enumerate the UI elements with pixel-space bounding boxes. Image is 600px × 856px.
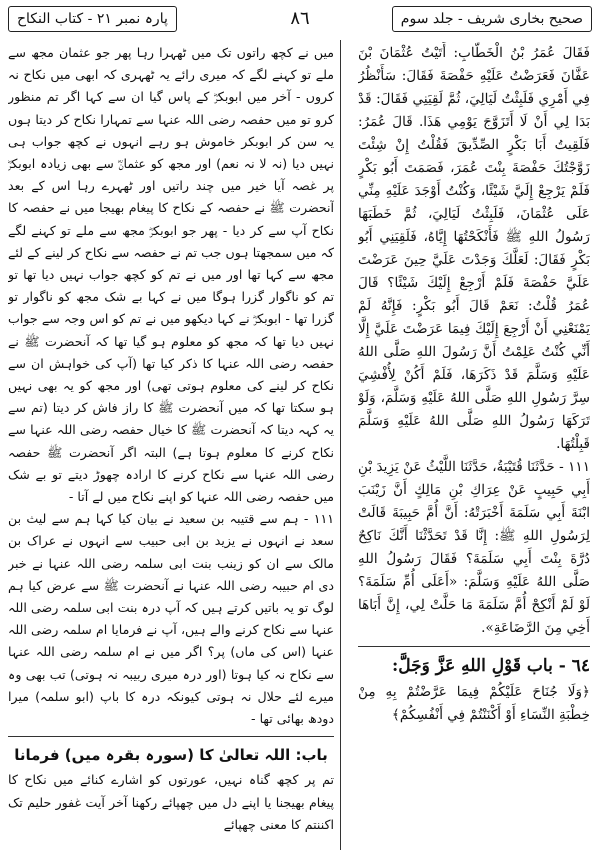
arabic-hadith-text: ١١١ - حَدَّثَنَا قُتَيْبَةُ، حَدَّثَنَا اللَّيْثُ عَنْ يَزِيدَ بْنِ أَبِي حَبِيبٍ عَنْ عِرَاكِ بْنِ مَالِكٍ أَنَّ زَيْنَبَ ابْنَةَ أَبِي سَلَمَةَ أَخْبَرَتْهُ: أَنَّ أُمَّ حَبِيبَةَ قَالَتْ لِرَسُولِ اللهِ ﷺ: إِنَّا قَدْ تَحَدَّثْنَا أَنَّكَ نَاكِحٌ دُرَّةَ بِنْتَ أَبِي سَلَمَةَ؟ فَقَالَ رَسُولُ اللهِ صَلَّى اللهُ عَلَيْهِ وَسَلَّمَ: «أَعَلَى أُمِّ سَلَمَةَ؟ لَوْ لَمْ أَنْكِحْ أُمَّ سَلَمَةَ مَا حَلَّتْ لِي، إِنَّ أَبَاهَا أَخِي مِنَ الرَّضَاعَةِ». (358, 459, 590, 636)
section-title-box: پارہ نمبر ۲۱ - کتاب النکاح (8, 6, 177, 32)
page-header (8, 6, 592, 34)
urdu-chapter-title: باب: اللہ تعالیٰ کا (سورہ بقرہ میں) فرمانا (14, 746, 328, 765)
column-divider (340, 40, 341, 850)
arabic-chapter-title: ٦٤ - باب قَوْلِ اللهِ عَزَّ وَجَلَّ: (391, 656, 590, 676)
book-title-box: صحیح بخاری شریف - جلد سوم (392, 6, 592, 32)
urdu-chapter-text: تم پر کچھ گناہ نہیں، عورتوں کو اشارے کنائے میں نکاح کا پیغام بھیجنا یا اپنے دل میں چھپائے رکھنا آخر آیت غفور حلیم تک اکننتم کا معنی چھپائے (8, 772, 334, 832)
arabic-hadith-text: فَقَالَ عُمَرُ بْنُ الْخَطَّابِ: أَتَيْتُ عُثْمَانَ بْنَ عَفَّانَ فَعَرَضْتُ عَلَيْهِ حَفْصَةَ فَقَالَ: سَأَنْظُرُ فِي أَمْرِي فَلَبِثْتُ لَيَالِيَ، ثُمَّ لَقِيَنِي فَقَالَ: قَدْ بَدَا لِي أَنْ لَا أَتَزَوَّجَ يَوْمِي هَذَا. قَالَ عُمَرُ: فَلَقِيتُ أَبَا بَكْرٍ الصِّدِّيقَ فَقُلْتُ إِنْ شِئْتَ زَوَّجْتُكَ حَفْصَةَ بِنْتَ عُمَرَ، فَصَمَتَ أَبُو بَكْرٍ فَلَمْ يَرْجِعْ إِلَيَّ شَيْئًا، وَكُنْتُ أَوْجَدَ عَلَيْهِ مِنِّي عَلَى عُثْمَانَ، فَلَبِثْتُ لَيَالِيَ، ثُمَّ خَطَبَهَا رَسُولُ اللهِ ﷺ فَأَنْكَحْتُهَا إِيَّاهُ، فَلَقِيَنِي أَبُو بَكْرٍ فَقَالَ: لَعَلَّكَ وَجَدْتَ عَلَيَّ حِينَ عَرَضْتَ عَلَيَّ حَفْصَةَ فَلَمْ أَرْجِعْ إِلَيْكَ شَيْئًا؟ قَالَ عُمَرُ قُلْتُ: نَعَمْ قَالَ أَبُو بَكْرٍ: فَإِنَّهُ لَمْ يَمْنَعْنِي أَنْ أَرْجِعَ إِلَيْكَ فِيمَا عَرَضْتَ عَلَيَّ إِلَّا أَنِّي كُنْتُ عَلِمْتُ أَنَّ رَسُولَ اللهِ صَلَّى اللهُ عَلَيْهِ وَسَلَّمَ قَدْ ذَكَرَهَا، فَلَمْ أَكُنْ لِأُفْشِيَ سِرَّ رَسُولِ اللهِ صَلَّى اللهُ عَلَيْهِ وَسَلَّمَ، وَلَوْ تَرَكَهَا رَسُولُ اللهِ صَلَّى اللهُ عَلَيْهِ وَسَلَّمَ قَبِلْتُهَا. (358, 45, 590, 452)
urdu-translation-column (8, 42, 334, 848)
arabic-quran-verse: ﴿وَلَا جُنَاحَ عَلَيْكُمْ فِيمَا عَرَّضْتُمْ بِهِ مِنْ خِطْبَةِ النِّسَاءِ أَوْ أَكْنَنْتُمْ فِي أَنْفُسِكُمْ﴾ (358, 684, 590, 723)
section-separator (8, 736, 334, 737)
arabic-text-column (358, 42, 590, 848)
page-number: ٨٦ (290, 8, 310, 29)
urdu-translation-text: ۱۱۱ - ہم سے قتیبہ بن سعید نے بیان کیا کہا ہم سے لیث بن سعد نے انہوں نے یزید بن ابی حبیب سے انہوں نے عراک بن مالک سے ان کو زینب بنت ابی سلمہ رضی اللہ عنہا نے خبر دی ام حبیبہ رضی اللہ عنہا نے آنحضرت ﷺ سے عرض کیا ہم لوگ تو یہ باتیں کرتے ہیں کہ آپ درہ بنت ابی سلمہ رضی اللہ عنہا سے نکاح کرنے والے ہیں، آپ نے فرمایا ام سلمہ رضی اللہ عنہا (اس کی ماں) پر؟ اگر میں نے ام سلمہ رضی اللہ عنہا سے نکاح نہ کیا ہوتا (اور درہ میری ربیبہ نہ ہوتی) تب بھی وہ میرے لئے حلال نہ ہوتی کیونکہ درہ کا باپ (ابو سلمہ) میرا دودھ بھائی تھا - (8, 511, 334, 727)
urdu-translation-text: میں نے کچھ راتوں تک میں ٹھہرا رہا پھر جو عثمان مجھ سے ملے تو کہنے لگے کہ میری رائے یہ ٹھہری کہ ابھی میں نکاح نہ کروں - آخر میں ابوبکرؓ کے پاس گیا ان سے کہا اگر تم منظور کرو تو میں حفصہ رضی اللہ عنہا سے تمہارا نکاح کر دیتا ہوں یہ سن کر ابوبکر خاموش ہو رہے انہوں نے کچھ جواب ہی نہیں دیا (نہ لا نہ نعم) اور مجھ کو عثمانؓ سے بھی زیادہ ابوبکرؓ پر غصہ آیا خیر میں چند راتیں اور ٹھہرے رہا اس کے بعد آنحضرت ﷺ نے حفصہ کے نکاح کا پیغام بھیجا میں نے حفصہ کا نکاح آپ سے کر دیا - پھر جو ابوبکرؓ مجھ سے ملے تو کہنے لگے کہ میں سمجھتا ہوں جب تم نے حفصہ سے نکاح کر لینے کے لئے مجھ سے کہا تھا اور میں نے تم کو کچھ جواب نہیں دیا تھا تو تم کو ناگوار گزرا ہوگا میں نے کہا بے شک مجھ کو ناگوار تو گزرا تھا - ابوبکرؓ نے کہا دیکھو میں نے تم کو اس وجہ سے جواب نہیں دیا تھا کہ مجھ کو معلوم ہو گیا تھا کہ آنحضرت ﷺ نے حفصہ رضی اللہ عنہا کا ذکر کیا تھا (آپ کی خواہش ان سے نکاح کر لینے کی معلوم ہوتی تھی) اور مجھ کو یہ بھی نہیں ہو سکتا تھا کہ میں آنحضرت ﷺ کا راز فاش کر دیتا (تم سے یہ کہہ دیتا کہ آنحضرت ﷺ کا خیال حفصہ رضی اللہ عنہا سے نکاح کرنے کا معلوم ہوتا ہے) البتہ اگر آنحضرت ﷺ حفصہ رضی اللہ عنہا سے نکاح کرنے کا ارادہ چھوڑ دیتے تو بے شک میں حفصہ رضی اللہ عنہا کو اپنے نکاح میں لے آتا - (8, 45, 334, 505)
section-separator (358, 646, 590, 647)
